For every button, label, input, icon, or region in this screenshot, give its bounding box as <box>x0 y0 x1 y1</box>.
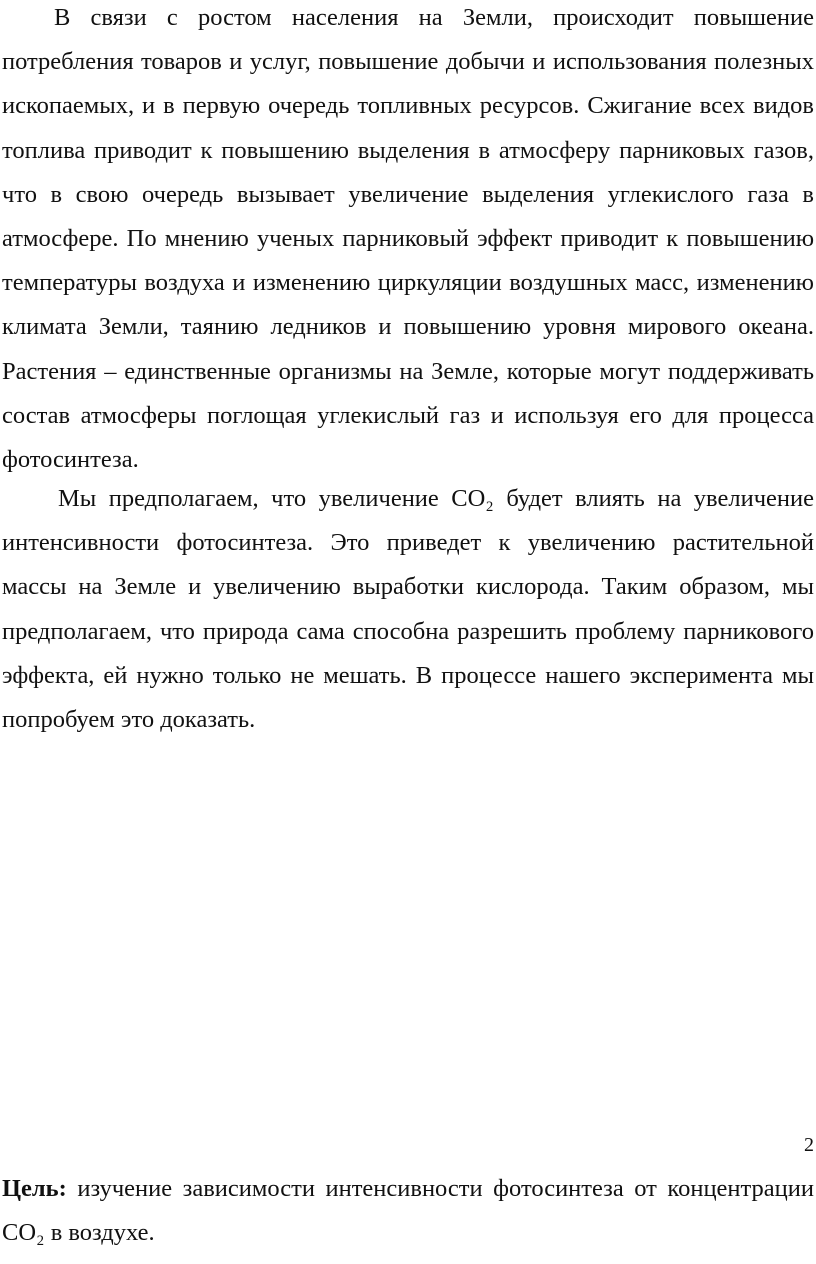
goal-label: Цель: <box>2 1175 67 1202</box>
goal-text: изучение зависимости интенсивности фотосинтеза от концентрации CO₂ в воздухе. <box>2 1175 814 1247</box>
page-number: 2 <box>804 1134 814 1156</box>
paragraph-intro: В связи с ростом населения на Земли, происходит повышение потребления товаров и услуг, повышение добычи и использования полезных ископаемых, и в первую очередь топливных ресурсов. Сжигание всех видов топлива приводит к повышению выделения в атмосферу парниковых газов, что в свою очередь вызывает увеличение выделения углекислого газа в атмосфере. По мнению ученых парниковый эффект приводит к повышению температуры воздуха и изменению циркуляции воздушных масс, изменению климата Земли, таянию ледников и повышению уровня мирового океана. Растения – единственные организмы на Земле, которые могут поддерживать состав атмосферы поглощая углекислый газ и используя его для процесса фотосинтеза. <box>2 4 814 474</box>
paragraph-hypothesis: Мы предполагаем, что увеличение CO₂ будет влиять на увеличение интенсивности фотосинтеза. Это приведет к увеличению растительной массы на Земле и увеличению выработки кислорода. Таким образом, мы предполагаем, что природа сама способна разрешить проблему парникового эффекта, ей нужно только не мешать. В процессе нашего эксперимента мы попробуем это доказать. <box>2 485 814 734</box>
goal-statement <box>2 1167 814 1255</box>
